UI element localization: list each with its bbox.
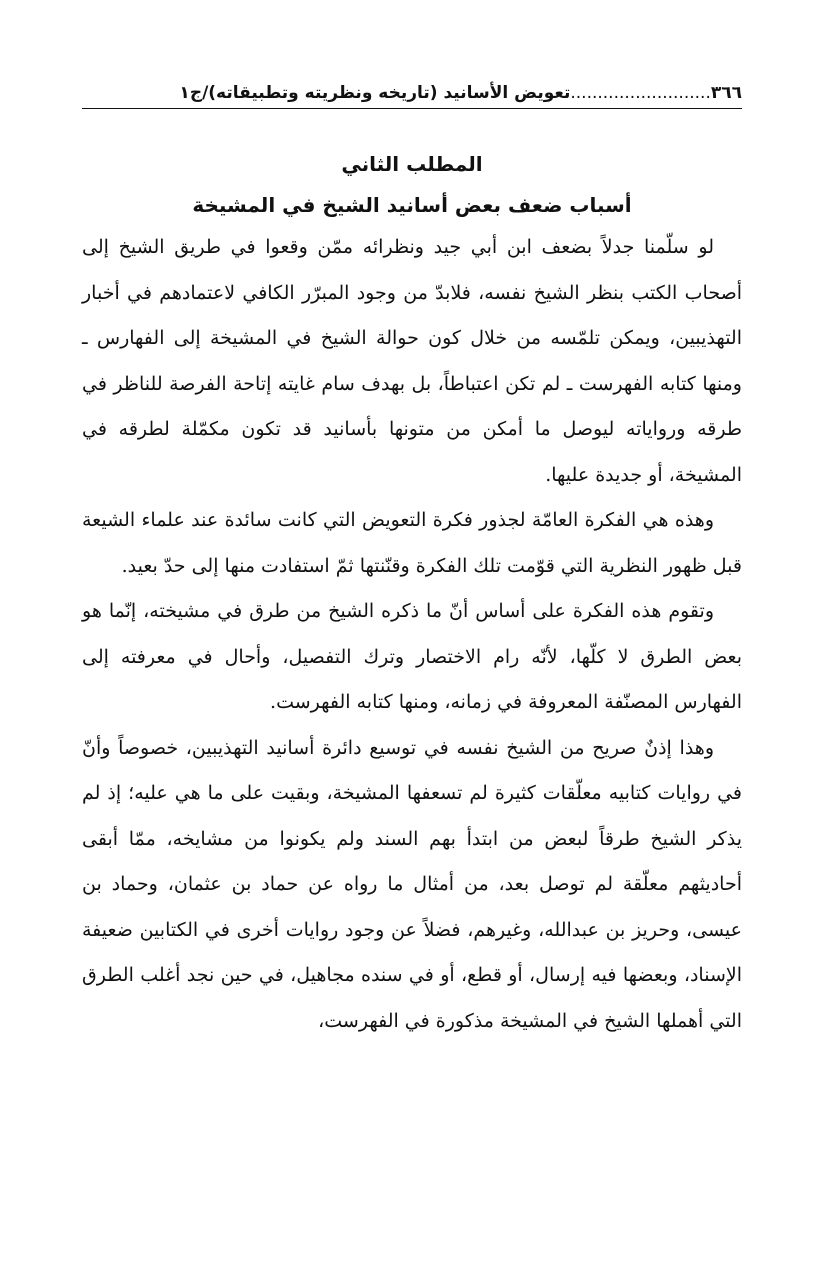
body-paragraph-3: وتقوم هذه الفكرة على أساس أنّ ما ذكره الشيخ من طرق في مشيخته، إنّما هو بعض الطرق لا كلّها، لأنّه رام الاختصار وترك التفصيل، وأحال في معرفته إلى الفهارس المصنّفة المعروفة في زمانه، ومنها كتابه الفهرست. (82, 600, 742, 713)
section-title: المطلب الثاني (341, 152, 483, 176)
body-paragraph-4: وهذا إذنٌ صريح من الشيخ نفسه في توسيع دائرة أسانيد التهذيبين، خصوصاً وأنّ في روايات كتابيه معلّقات كثيرة لم تسعفها المشيخة، وبقيت على ما هي عليه؛ إذ لم يذكر الشيخ طرقاً لبعض من ابتدأ بهم السند ولم يكونوا من مشايخه، ممّا أبقى أحاديثهم معلّقة لم توصل بعد، من أمثال ما رواه عن حماد بن عثمان، وحماد بن عيسى، وحريز بن عبدالله، وغيرهم، فضلاً عن وجود روايات أخرى في الكتابين ضعيفة الإسناد، وبعضها فيه إرسال، أو قطع، أو في سنده مجاهيل، في حين نجد أغلب الطرق التي أهملها الشيخ في المشيخة مذكورة في الفهرست، (82, 736, 742, 1032)
book-page (82, 78, 742, 1044)
book-title: تعويض الأسانيد (تاريخه ونظريته وتطبيقاته)/ج١ (179, 83, 571, 103)
body-paragraph-1: لو سلّمنا جدلاً بضعف ابن أبي جيد ونظرائه ممّن وقعوا في طريق الشيخ إلى أصحاب الكتب بنظر الشيخ نفسه، فلابدّ من وجود المبرّر الكافي لاعتمادهم في أخبار التهذيبين، ويمكن تلمّسه من خلال كون حوالة الشيخ في المشيخة إلى الفهارس ـ ومنها كتابه الفهرست ـ لم تكن اعتباطاً، بل بهدف سام غايته إتاحة الفرصة للناظر في طرقه ورواياته ليوصل ما أمكن من متونها بأسانيد قد تكون مكمّلة لطرقه في المشيخة، أو جديدة عليها. (82, 236, 742, 486)
body-paragraph-2: وهذه هي الفكرة العامّة لجذور فكرة التعويض التي كانت سائدة عند علماء الشيعة قبل ظهور النظرية التي قوّمت تلك الفكرة وقنّنتها ثمّ استفادت منها إلى حدّ بعيد. (82, 509, 742, 577)
header-leader-dots: .......................... (570, 83, 711, 103)
running-header (82, 78, 742, 109)
page-number: ٣٦٦ (710, 83, 742, 103)
section-subtitle: أسباب ضعف بعض أسانيد الشيخ في المشيخة (192, 193, 632, 217)
